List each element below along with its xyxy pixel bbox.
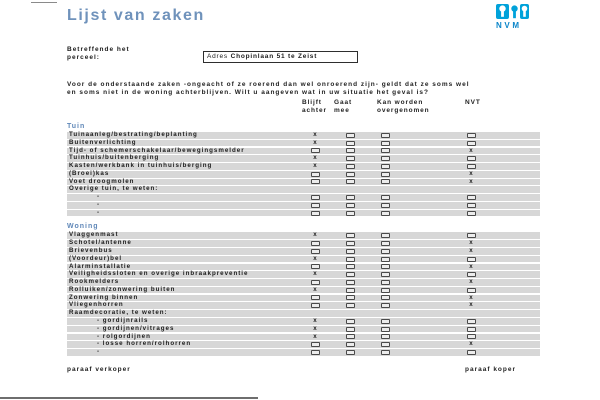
- checkbox[interactable]: [381, 203, 390, 208]
- mark-cell: [305, 232, 325, 239]
- mark-cell: [340, 155, 360, 162]
- checkbox[interactable]: [346, 195, 355, 200]
- checkbox[interactable]: [311, 350, 320, 355]
- signature-verkoper: paraaf verkoper: [67, 366, 131, 373]
- column-header-kan-worden-overgenomen: Kan worden overgenomen: [377, 99, 430, 114]
- intro-line2: en soms niet in de woning achterblijven. Wilt u aangeven wat in uw situatie het geval is?: [67, 89, 429, 96]
- mark-cell: [340, 140, 360, 147]
- mark-cell: [340, 256, 360, 263]
- mark-cell: [461, 232, 481, 239]
- row-label: Rookmelders: [69, 278, 120, 286]
- checkbox[interactable]: [467, 164, 476, 169]
- x-mark: x: [313, 154, 317, 162]
- checkbox[interactable]: [346, 203, 355, 208]
- checkbox[interactable]: [346, 211, 355, 216]
- row-label: Kasten/werkbank in tuinhuis/berging: [69, 162, 213, 170]
- mark-cell: [305, 240, 325, 247]
- mark-cell: [375, 179, 395, 186]
- checkbox[interactable]: [346, 241, 355, 246]
- mark-cell: [305, 334, 325, 341]
- x-mark: x: [469, 278, 473, 286]
- mark-cell: [461, 210, 481, 217]
- mark-cell: [305, 210, 325, 217]
- checkbox[interactable]: [346, 133, 355, 138]
- mark-cell: [461, 132, 481, 139]
- mark-cell: [305, 140, 325, 147]
- mark-cell: [461, 248, 481, 255]
- mark-cell: [340, 202, 360, 209]
- table-row-veiligheidssloten-en-overige-inbraakpreventie: [67, 271, 540, 278]
- row-label: Vliegenhorren: [69, 301, 124, 309]
- intro-text: [67, 81, 553, 97]
- table-row-blank: [67, 194, 540, 201]
- checkbox[interactable]: [381, 164, 390, 169]
- x-mark: x: [469, 169, 473, 177]
- checkbox[interactable]: [381, 241, 390, 246]
- row-label: Voet droogmolen: [69, 177, 135, 185]
- mark-cell: [375, 171, 395, 178]
- mark-cell: [461, 341, 481, 348]
- mark-cell: [305, 202, 325, 209]
- checkbox[interactable]: [311, 342, 320, 347]
- mark-cell: [340, 210, 360, 217]
- mark-cell: [305, 171, 325, 178]
- mark-cell: [461, 287, 481, 294]
- mark-cell: [340, 240, 360, 247]
- checkbox[interactable]: [467, 156, 476, 161]
- mark-cell: [461, 256, 481, 263]
- table-row-rookmelders: [67, 279, 540, 286]
- perceel-label: [67, 46, 130, 61]
- nvm-wordmark: NVM: [496, 21, 522, 30]
- x-mark: x: [313, 324, 317, 332]
- mark-cell: [375, 210, 395, 217]
- checkbox[interactable]: [346, 233, 355, 238]
- checkbox[interactable]: [311, 148, 320, 153]
- mark-cell: [375, 232, 395, 239]
- intro-line1: Voor de onderstaande zaken -ongeacht of ze roerend dan wel onroerend zijn- geldt dat ze soms wel: [67, 81, 470, 88]
- mark-cell: [461, 326, 481, 333]
- table-row-gordijnen-vitrages: [67, 326, 540, 333]
- mark-cell: [461, 179, 481, 186]
- mark-cell: [305, 287, 325, 294]
- mark-cell: [461, 240, 481, 247]
- table-row-raamdecoratie-te-weten: [67, 310, 540, 317]
- table-row-losse-horren-rolhorren: [67, 341, 540, 348]
- scan-artifact-bottom: [0, 397, 258, 399]
- row-label: -: [97, 208, 101, 216]
- checkbox[interactable]: [381, 133, 390, 138]
- signature-koper: paraaf koper: [465, 366, 517, 373]
- table-row-tuinaanleg-bestrating-beplanting: [67, 132, 540, 139]
- checkbox[interactable]: [381, 233, 390, 238]
- checkbox[interactable]: [346, 172, 355, 177]
- mark-cell: [375, 155, 395, 162]
- row-label: Vlaggenmast: [69, 231, 119, 239]
- x-mark: x: [469, 293, 473, 301]
- table-row-alarminstallatie: [67, 264, 540, 271]
- checkbox[interactable]: [467, 272, 476, 277]
- row-label: - losse horren/rolhorren: [97, 340, 192, 348]
- table-row-vlaggenmast: [67, 232, 540, 239]
- checkbox[interactable]: [381, 211, 390, 216]
- row-label: Tuinaanleg/bestrating/beplanting: [69, 131, 198, 138]
- nvm-emblem-icon: [496, 4, 529, 21]
- table-row-voet-droogmolen: [67, 179, 540, 186]
- checkbox[interactable]: [346, 264, 355, 269]
- mark-cell: [461, 264, 481, 271]
- checkbox[interactable]: [381, 288, 390, 293]
- mark-cell: [375, 256, 395, 263]
- checkbox[interactable]: [381, 334, 390, 339]
- mark-cell: [375, 132, 395, 139]
- mark-cell: [375, 240, 395, 247]
- mark-cell: [375, 248, 395, 255]
- perceel-label-line1: Betreffende het: [67, 46, 130, 53]
- mark-cell: [461, 163, 481, 170]
- row-label: Schotel/antenne: [69, 239, 132, 247]
- mark-cell: [340, 326, 360, 333]
- checkbox[interactable]: [346, 249, 355, 254]
- mark-cell: [461, 302, 481, 309]
- items-table: [67, 123, 540, 357]
- mark-cell: [461, 155, 481, 162]
- mark-cell: [461, 334, 481, 341]
- checkbox[interactable]: [346, 334, 355, 339]
- mark-cell: [375, 326, 395, 333]
- checkbox[interactable]: [467, 288, 476, 293]
- mark-cell: [305, 295, 325, 302]
- row-label: Tijd- of schemerschakelaar/bewegingsmelder: [69, 146, 245, 154]
- checkbox[interactable]: [346, 272, 355, 277]
- row-label: -: [97, 201, 101, 209]
- checkbox[interactable]: [381, 249, 390, 254]
- mark-cell: [461, 271, 481, 278]
- table-row-schotel-antenne: [67, 240, 540, 247]
- section-title-woning: Woning: [67, 223, 99, 231]
- checkbox[interactable]: [346, 179, 355, 184]
- column-header-gaat-mee: Gaat mee: [334, 99, 353, 114]
- x-mark: x: [469, 262, 473, 270]
- row-label: - rolgordijnen: [97, 332, 151, 340]
- checkbox[interactable]: [311, 264, 320, 269]
- checkbox[interactable]: [467, 233, 476, 238]
- mark-cell: [340, 179, 360, 186]
- mark-cell: [340, 271, 360, 278]
- address-field[interactable]: [203, 51, 358, 63]
- mark-cell: [375, 349, 395, 356]
- checkbox[interactable]: [467, 141, 476, 146]
- x-mark: x: [313, 231, 317, 239]
- mark-cell: [461, 295, 481, 302]
- mark-cell: [375, 140, 395, 147]
- row-label: Brievenbus: [69, 246, 113, 254]
- x-mark: x: [469, 246, 473, 254]
- checkbox[interactable]: [311, 249, 320, 254]
- table-row-rolgordijnen: [67, 334, 540, 341]
- row-label: Tuinhuis/buitenberging: [69, 154, 160, 162]
- mark-cell: [305, 349, 325, 356]
- mark-cell: [305, 279, 325, 286]
- checkbox[interactable]: [381, 350, 390, 355]
- column-header-nvt: NVT: [465, 99, 481, 106]
- checkbox[interactable]: [381, 319, 390, 324]
- table-row-blank: [67, 210, 540, 217]
- address-value: Chopinlaan 51 te Zeist: [230, 53, 318, 60]
- checkbox[interactable]: [467, 327, 476, 332]
- checkbox[interactable]: [346, 156, 355, 161]
- mark-cell: [340, 148, 360, 155]
- mark-cell: [461, 349, 481, 356]
- x-mark: x: [469, 146, 473, 154]
- checkbox[interactable]: [381, 179, 390, 184]
- x-mark: x: [313, 254, 317, 262]
- table-row-brievenbus: [67, 248, 540, 255]
- mark-cell: [340, 349, 360, 356]
- x-mark: x: [313, 138, 317, 146]
- mark-cell: [340, 232, 360, 239]
- x-mark: x: [313, 332, 317, 340]
- page-title: Lijst van zaken: [67, 7, 205, 24]
- row-label: Buitenverlichting: [69, 138, 137, 146]
- x-mark: x: [469, 239, 473, 247]
- mark-cell: [340, 318, 360, 325]
- table-row-voordeur-bel: [67, 256, 540, 263]
- table-row-kasten-werkbank-in-tuinhuis-berging: [67, 163, 540, 170]
- row-label: -: [97, 193, 101, 201]
- section-tuin: [67, 123, 540, 216]
- mark-cell: [375, 148, 395, 155]
- address-prefix: Adres: [207, 53, 228, 60]
- row-label: Zonwering binnen: [69, 293, 139, 301]
- column-header-blijft-achter: Blijft achter: [302, 99, 327, 114]
- checkbox[interactable]: [381, 264, 390, 269]
- mark-cell: [340, 264, 360, 271]
- mark-cell: [375, 194, 395, 201]
- mark-cell: [305, 155, 325, 162]
- x-mark: x: [469, 301, 473, 309]
- mark-cell: [375, 271, 395, 278]
- checkbox[interactable]: [346, 280, 355, 285]
- mark-cell: [340, 302, 360, 309]
- row-label: - gordijnrails: [97, 317, 149, 324]
- mark-cell: [305, 271, 325, 278]
- row-label: (Broei)kas: [69, 169, 110, 177]
- checkbox[interactable]: [381, 156, 390, 161]
- table-row-buitenverlichting: [67, 140, 540, 147]
- table-row-tijd-of-schemerschakelaar-bewegingsmelder: [67, 148, 540, 155]
- row-label: Raamdecoratie, te weten:: [69, 309, 168, 317]
- table-row-rolluiken-zonwering-buiten: [67, 287, 540, 294]
- table-row-zonwering-binnen: [67, 295, 540, 302]
- x-mark: x: [313, 285, 317, 293]
- checkbox[interactable]: [381, 195, 390, 200]
- checkbox[interactable]: [311, 179, 320, 184]
- checkbox[interactable]: [381, 141, 390, 146]
- section-woning: [67, 223, 540, 355]
- mark-cell: [305, 302, 325, 309]
- checkbox[interactable]: [346, 164, 355, 169]
- checkbox[interactable]: [381, 280, 390, 285]
- mark-cell: [305, 163, 325, 170]
- checkbox[interactable]: [311, 280, 320, 285]
- checkbox[interactable]: [467, 133, 476, 138]
- mark-cell: [305, 318, 325, 325]
- checkbox[interactable]: [467, 350, 476, 355]
- checkbox[interactable]: [311, 303, 320, 308]
- mark-cell: [305, 264, 325, 271]
- mark-cell: [375, 163, 395, 170]
- mark-cell: [305, 148, 325, 155]
- mark-cell: [375, 202, 395, 209]
- checkbox[interactable]: [311, 195, 320, 200]
- checkbox[interactable]: [311, 211, 320, 216]
- mark-cell: [375, 264, 395, 271]
- table-row-blank: [67, 349, 540, 356]
- checkbox[interactable]: [311, 172, 320, 177]
- mark-cell: [340, 295, 360, 302]
- checkbox[interactable]: [381, 342, 390, 347]
- checkbox[interactable]: [346, 257, 355, 262]
- mark-cell: [461, 148, 481, 155]
- checkbox[interactable]: [346, 327, 355, 332]
- perceel-label-line2: perceel:: [67, 53, 100, 61]
- x-mark: x: [313, 131, 317, 138]
- mark-cell: [340, 163, 360, 170]
- checkbox[interactable]: [467, 257, 476, 262]
- table-row-vliegenhorren: [67, 302, 540, 309]
- mark-cell: [461, 202, 481, 209]
- checkbox[interactable]: [381, 303, 390, 308]
- checkbox[interactable]: [467, 211, 476, 216]
- mark-cell: [461, 279, 481, 286]
- checkbox[interactable]: [467, 195, 476, 200]
- table-row-overige-tuin-te-weten: [67, 186, 540, 193]
- table-row-broei-kas: [67, 171, 540, 178]
- checkbox[interactable]: [346, 148, 355, 153]
- mark-cell: [461, 171, 481, 178]
- mark-cell: [305, 248, 325, 255]
- row-label: Overige tuin, te weten:: [69, 185, 159, 193]
- mark-cell: [375, 287, 395, 294]
- row-label: Alarminstallatie: [69, 262, 132, 270]
- mark-cell: [305, 194, 325, 201]
- checkbox[interactable]: [467, 203, 476, 208]
- checkbox[interactable]: [346, 319, 355, 324]
- table-row-blank: [67, 202, 540, 209]
- row-label: Rolluiken/zonwering buiten: [69, 285, 176, 293]
- nvm-logo: [496, 4, 540, 30]
- mark-cell: [375, 302, 395, 309]
- mark-cell: [375, 318, 395, 325]
- mark-cell: [340, 341, 360, 348]
- checkbox[interactable]: [311, 295, 320, 300]
- x-mark: x: [313, 162, 317, 170]
- checkbox[interactable]: [346, 288, 355, 293]
- row-label: - gordijnen/vitrages: [97, 324, 175, 332]
- mark-cell: [340, 171, 360, 178]
- mark-cell: [461, 140, 481, 147]
- checkbox[interactable]: [381, 272, 390, 277]
- checkbox[interactable]: [311, 241, 320, 246]
- mark-cell: [305, 341, 325, 348]
- checkbox[interactable]: [381, 148, 390, 153]
- x-mark: x: [469, 177, 473, 185]
- x-mark: x: [313, 270, 317, 278]
- checkbox[interactable]: [467, 334, 476, 339]
- x-mark: x: [313, 317, 317, 324]
- mark-cell: [305, 179, 325, 186]
- section-title-tuin: Tuin: [67, 123, 86, 130]
- mark-cell: [375, 279, 395, 286]
- mark-cell: [305, 132, 325, 139]
- checkbox[interactable]: [346, 303, 355, 308]
- mark-cell: [375, 295, 395, 302]
- mark-cell: [340, 248, 360, 255]
- mark-cell: [340, 334, 360, 341]
- checkbox[interactable]: [381, 257, 390, 262]
- mark-cell: [340, 194, 360, 201]
- mark-cell: [305, 326, 325, 333]
- checkbox[interactable]: [381, 172, 390, 177]
- mark-cell: [340, 287, 360, 294]
- checkbox[interactable]: [346, 141, 355, 146]
- checkbox[interactable]: [346, 342, 355, 347]
- mark-cell: [461, 194, 481, 201]
- checkbox[interactable]: [311, 203, 320, 208]
- mark-cell: [340, 279, 360, 286]
- row-label: (Voordeur)bel: [69, 254, 123, 262]
- x-mark: x: [469, 340, 473, 348]
- checkbox[interactable]: [346, 295, 355, 300]
- row-label: -: [97, 348, 101, 356]
- checkbox[interactable]: [467, 319, 476, 324]
- scan-artifact-top: [31, 2, 57, 3]
- mark-cell: [340, 132, 360, 139]
- checkbox[interactable]: [346, 350, 355, 355]
- mark-cell: [461, 318, 481, 325]
- checkbox[interactable]: [381, 327, 390, 332]
- table-row-tuinhuis-buitenberging: [67, 155, 540, 162]
- checkbox[interactable]: [381, 295, 390, 300]
- mark-cell: [375, 334, 395, 341]
- row-label: Veiligheidssloten en overige inbraakpreventie: [69, 270, 249, 278]
- table-row-gordijnrails: [67, 318, 540, 325]
- mark-cell: [375, 341, 395, 348]
- mark-cell: [305, 256, 325, 263]
